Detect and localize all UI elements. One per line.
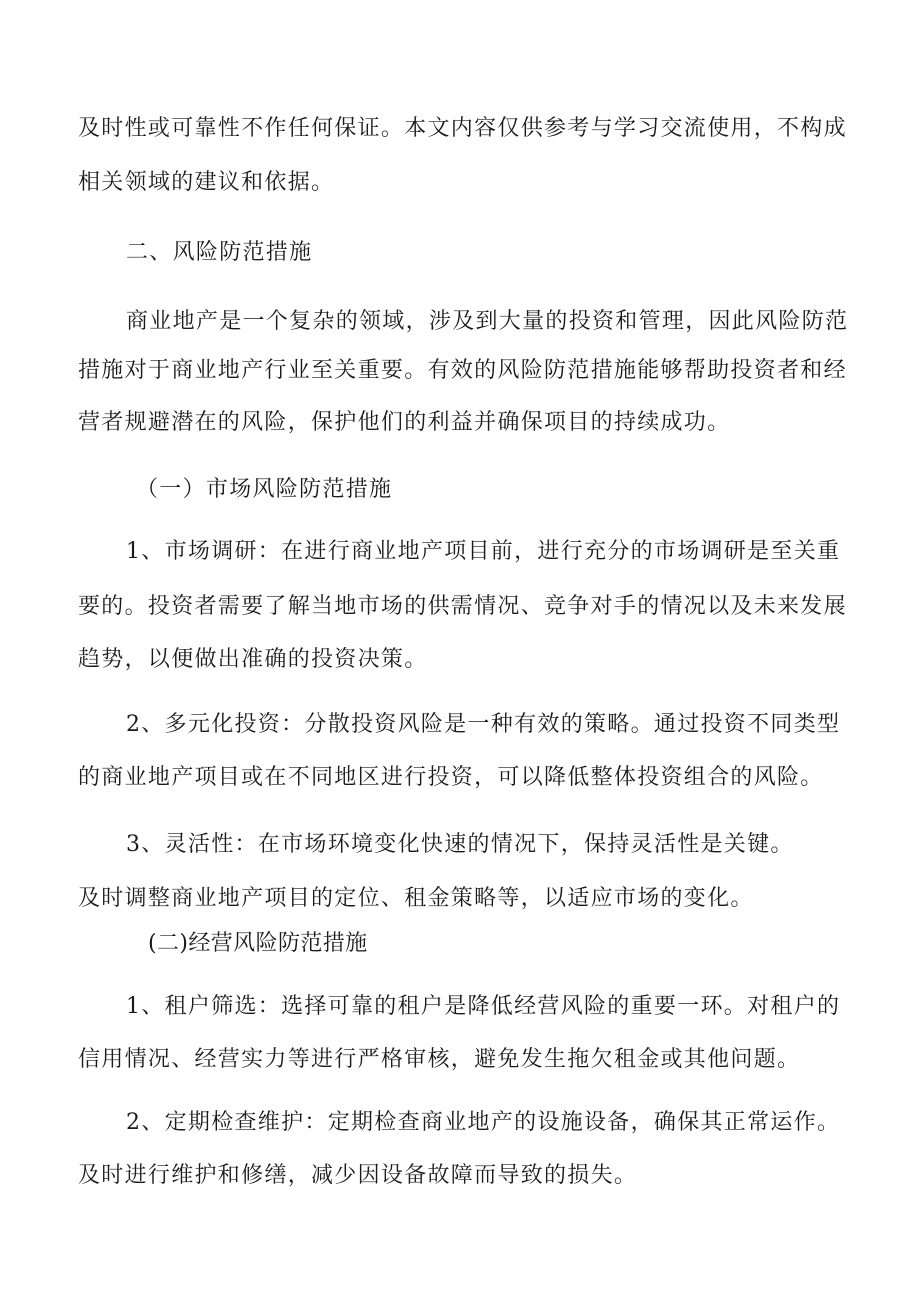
- paragraph-line: 2、定期检查维护：定期检查商业地产的设施设备，确保其正常运作。: [126, 1110, 841, 1135]
- paragraph-line: 2、多元化投资：分散投资风险是一种有效的策略。通过投资不同类型: [126, 712, 841, 737]
- paragraph-line: 措施对于商业地产行业至关重要。有效的风险防范措施能够帮助投资者和经: [78, 358, 847, 383]
- paragraph-line: 及时进行维护和修缮，减少因设备故障而导致的损失。: [78, 1163, 638, 1188]
- section-heading: 二、风险防范措施: [126, 240, 313, 265]
- subsection-heading: （一）市场风险防范措施: [136, 477, 393, 502]
- paragraph-line: 及时调整商业地产项目的定位、租金策略等，以适应市场的变化。: [78, 886, 754, 911]
- paragraph-line: 1、市场调研：在进行商业地产项目前，进行充分的市场调研是至关重: [126, 539, 841, 564]
- paragraph-line: 及时性或可靠性不作任何保证。本文内容仅供参考与学习交流使用，不构成: [78, 116, 847, 141]
- paragraph-line: 商业地产是一个复杂的领域，涉及到大量的投资和管理，因此风险防范: [126, 309, 849, 334]
- paragraph-line: 的商业地产项目或在不同地区进行投资，可以降低整体投资组合的风险。: [78, 765, 824, 790]
- paragraph-line: 相关领域的建议和依据。: [78, 170, 335, 195]
- paragraph-line: 营者规避潜在的风险，保护他们的利益并确保项目的持续成功。: [78, 410, 731, 435]
- paragraph-line: 信用情况、经营实力等进行严格审核，避免发生拖欠租金或其他问题。: [78, 1047, 801, 1072]
- paragraph-line: 3、灵活性：在市场环境变化快速的情况下，保持灵活性是关键。: [126, 832, 794, 857]
- paragraph-line: 要的。投资者需要了解当地市场的供需情况、竞争对手的情况以及未来发展: [78, 594, 847, 619]
- paragraph-line: 趋势，以便做出准确的投资决策。: [78, 647, 428, 672]
- paragraph-line: 1、租户筛选：选择可靠的租户是降低经营风险的重要一环。对租户的: [126, 994, 841, 1019]
- subsection-heading: (二)经营风险防范措施: [148, 931, 368, 956]
